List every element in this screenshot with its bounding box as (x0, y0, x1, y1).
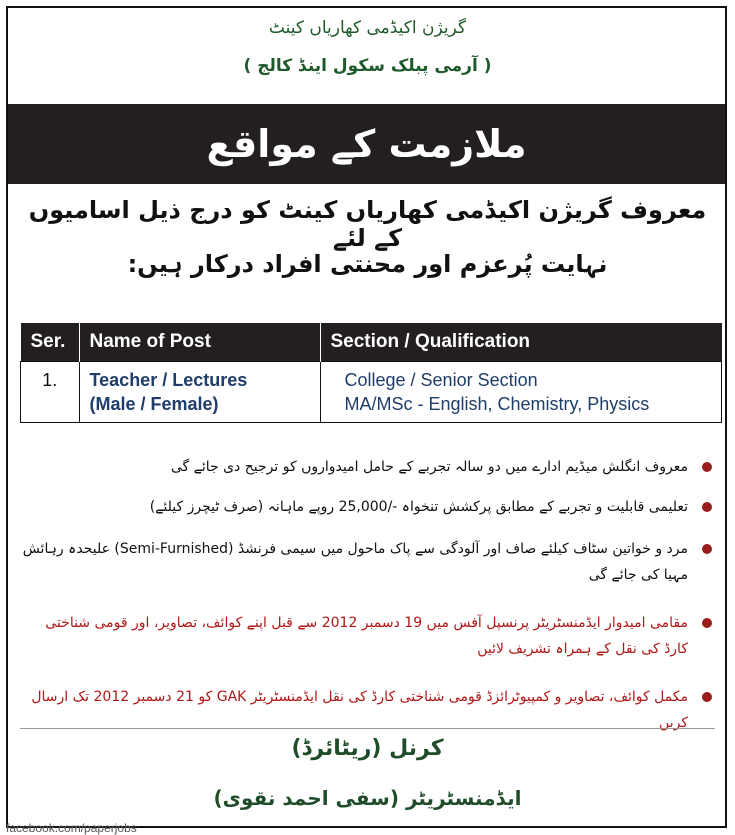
qual-line-1: College / Senior Section (344, 370, 538, 390)
list-item-text: معروف انگلش میڈیم ادارے میں دو سالہ تجربے کے حامل امیدواروں کو ترجیح دی جائے گی (170, 459, 688, 475)
bullet-icon (702, 502, 712, 512)
signature-name: ایڈمنسٹریٹر (سفی احمد نقوی) (213, 786, 522, 810)
list-item (22, 494, 712, 520)
bullet-icon (702, 692, 712, 702)
cell-qualification (320, 362, 722, 423)
intro-line-2: نہایت پُرعزم اور محنتی افراد درکار ہیں: (127, 250, 608, 278)
header-ser: Ser. (21, 323, 80, 362)
posts-table (20, 323, 722, 423)
list-item (22, 610, 712, 662)
cell-ser: 1. (21, 362, 80, 423)
bullet-icon (702, 618, 712, 628)
bullet-icon (702, 462, 712, 472)
table-row (21, 362, 722, 423)
post-line-1: Teacher / Lectures (89, 370, 248, 390)
source-footer: facebook.com/paperjobs (6, 821, 137, 835)
header-qualification: Section / Qualification (320, 323, 722, 362)
signature-rank: کرنل (ریٹائرڈ) (291, 736, 444, 761)
page-title-banner: ملازمت کے مواقع (8, 104, 725, 184)
list-item (22, 454, 712, 480)
list-item-text: مرد و خواتین سٹاف کیلئے صاف اور آلودگی سے پاک ماحول میں سیمی فرنشڈ (Semi-Furnished) علیحدہ رہائش مہیا کی جائے گی (22, 541, 688, 583)
org-subtitle: ( آرمی پبلک سکول اینڈ کالج ) (243, 56, 492, 76)
table-header-row (21, 323, 722, 362)
org-name: گریژن اکیڈمی کھاریاں کینٹ (268, 18, 467, 38)
bullet-icon (702, 544, 712, 554)
list-item-text: مقامی امیدوار ایڈمنسٹریٹر پرنسپل آفس میں 19 دسمبر 2012 سے قبل اپنے کوائف، تصاویر، اور قومی شناختی کارڈ کی نقل کے ہمراہ تشریف لائیں (45, 615, 688, 657)
list-item-text: مکمل کوائف، تصاویر و کمپیوٹرائزڈ قومی شناختی کارڈ کی نقل ایڈمنسٹریٹر GAK کو 21 دسمبر 2012 تک ارسال کریں (31, 689, 688, 731)
intro-line-1: معروف گریژن اکیڈمی کھاریاں کینٹ کو درج ذیل اسامیوں کے لئے (28, 196, 707, 252)
list-item-text: تعلیمی قابلیت و تجربے کے مطابق پرکشش تنخواہ -/25,000 روپے ماہانہ (صرف ٹیچرز کیلئے) (149, 499, 688, 515)
post-line-2: (Male / Female) (89, 394, 219, 414)
qual-line-2: MA/MSc - English, Chemistry, Physics (344, 394, 650, 414)
cell-post (79, 362, 320, 423)
list-item (22, 536, 712, 588)
divider (20, 728, 715, 729)
header-post: Name of Post (79, 323, 320, 362)
